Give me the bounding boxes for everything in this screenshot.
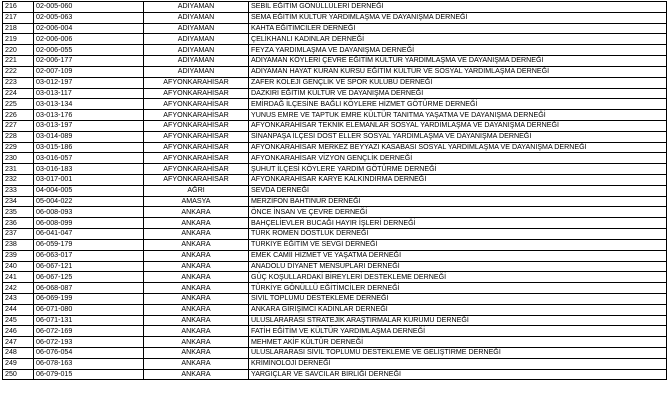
association-name-cell: AFYONKARAHİSAR VİZYON GENÇLİK DERNEĞİ xyxy=(249,153,667,164)
table-row xyxy=(3,66,667,77)
registry-code-cell: 06-067-125 xyxy=(34,272,144,283)
registry-code-cell: 06-059-179 xyxy=(34,239,144,250)
registry-code-cell: 03-013-176 xyxy=(34,110,144,121)
province-cell: ANKARA xyxy=(144,326,249,337)
province-cell: ANKARA xyxy=(144,261,249,272)
province-cell: ANKARA xyxy=(144,369,249,380)
province-cell: ANKARA xyxy=(144,207,249,218)
registry-code-cell: 02-005-060 xyxy=(34,2,144,13)
table-row xyxy=(3,77,667,88)
table-row xyxy=(3,153,667,164)
province-cell: AFYONKARAHİSAR xyxy=(144,175,249,186)
table-row xyxy=(3,326,667,337)
registry-code-cell: 06-072-193 xyxy=(34,337,144,348)
association-name-cell: FEYZA YARDIMLAŞMA VE DAYANIŞMA DERNEĞİ xyxy=(249,45,667,56)
province-cell: AFYONKARAHİSAR xyxy=(144,142,249,153)
association-name-cell: ANADOLU DİYANET MENSUPLARI DERNEĞİ xyxy=(249,261,667,272)
association-name-cell: SEVDA DERNEĞİ xyxy=(249,185,667,196)
registry-code-cell: 03-013-117 xyxy=(34,88,144,99)
row-number-cell: 218 xyxy=(3,23,34,34)
registry-code-cell: 03-015-186 xyxy=(34,142,144,153)
row-number-cell: 241 xyxy=(3,272,34,283)
table-row xyxy=(3,315,667,326)
table-row xyxy=(3,142,667,153)
province-cell: ADIYAMAN xyxy=(144,34,249,45)
registry-code-cell: 04-004-005 xyxy=(34,185,144,196)
table-row xyxy=(3,196,667,207)
registry-code-cell: 06-008-093 xyxy=(34,207,144,218)
table-row xyxy=(3,304,667,315)
province-cell: ANKARA xyxy=(144,283,249,294)
registry-code-cell: 03-016-057 xyxy=(34,153,144,164)
registry-code-cell: 03-013-134 xyxy=(34,99,144,110)
province-cell: AFYONKARAHİSAR xyxy=(144,164,249,175)
province-cell: ANKARA xyxy=(144,229,249,240)
association-name-cell: TÜRK ROMEN DOSTLUK DERNEĞİ xyxy=(249,229,667,240)
registry-code-cell: 06-071-080 xyxy=(34,304,144,315)
table-row xyxy=(3,164,667,175)
table-row xyxy=(3,283,667,294)
association-name-cell: MERZİFON BAHTINUR DERNEĞİ xyxy=(249,196,667,207)
association-name-cell: MEHMET AKİF KÜLTÜR DERNEĞİ xyxy=(249,337,667,348)
row-number-cell: 236 xyxy=(3,218,34,229)
registry-code-cell: 06-078-163 xyxy=(34,358,144,369)
registry-code-cell: 03-016-183 xyxy=(34,164,144,175)
table-row xyxy=(3,23,667,34)
table-row xyxy=(3,293,667,304)
table-row xyxy=(3,185,667,196)
row-number-cell: 224 xyxy=(3,88,34,99)
association-name-cell: GÜÇ KOŞULLARDAKİ BİREYLERİ DESTEKLEME DERNEĞİ xyxy=(249,272,667,283)
association-name-cell: DAZKIRI EĞİTİM KÜLTÜR VE DAYANIŞMA DERNEĞİ xyxy=(249,88,667,99)
table-row xyxy=(3,110,667,121)
association-name-cell: YARGIÇLAR VE SAVCILAR BİRLİĞİ DERNEĞİ xyxy=(249,369,667,380)
table-row xyxy=(3,34,667,45)
row-number-cell: 246 xyxy=(3,326,34,337)
association-name-cell: SEMA EĞİTİM KÜLTÜR YARDIMLAŞMA VE DAYANIŞMA DERNEĞİ xyxy=(249,12,667,23)
province-cell: ANKARA xyxy=(144,315,249,326)
table-row xyxy=(3,218,667,229)
row-number-cell: 250 xyxy=(3,369,34,380)
row-number-cell: 238 xyxy=(3,239,34,250)
province-cell: ADIYAMAN xyxy=(144,66,249,77)
table-row xyxy=(3,348,667,359)
row-number-cell: 248 xyxy=(3,348,34,359)
table-row xyxy=(3,337,667,348)
registry-code-cell: 02-007-109 xyxy=(34,66,144,77)
row-number-cell: 233 xyxy=(3,185,34,196)
province-cell: AFYONKARAHİSAR xyxy=(144,88,249,99)
association-name-cell: KRİMİNOLOJİ DERNEĞİ xyxy=(249,358,667,369)
association-name-cell: ÇELİKHANLI KADINLAR DERNEĞİ xyxy=(249,34,667,45)
registry-code-cell: 02-006-055 xyxy=(34,45,144,56)
registry-code-cell: 06-063-017 xyxy=(34,250,144,261)
province-cell: ADIYAMAN xyxy=(144,56,249,67)
row-number-cell: 235 xyxy=(3,207,34,218)
province-cell: ANKARA xyxy=(144,358,249,369)
table-row xyxy=(3,369,667,380)
table-row xyxy=(3,2,667,13)
association-name-cell: ZAFER KOLEJİ GENÇLİK VE SPOR KULÜBÜ DERNEĞİ xyxy=(249,77,667,88)
province-cell: AFYONKARAHİSAR xyxy=(144,110,249,121)
row-number-cell: 217 xyxy=(3,12,34,23)
row-number-cell: 223 xyxy=(3,77,34,88)
registry-code-cell: 03-013-197 xyxy=(34,120,144,131)
association-name-cell: AFYONKARAHİSAR KARYE KALKINDIRMA DERNEĞİ xyxy=(249,175,667,186)
province-cell: ADIYAMAN xyxy=(144,2,249,13)
row-number-cell: 229 xyxy=(3,142,34,153)
province-cell: ANKARA xyxy=(144,304,249,315)
row-number-cell: 245 xyxy=(3,315,34,326)
province-cell: AMASYA xyxy=(144,196,249,207)
row-number-cell: 221 xyxy=(3,56,34,67)
table-row xyxy=(3,45,667,56)
registry-code-cell: 06-067-121 xyxy=(34,261,144,272)
province-cell: ANKARA xyxy=(144,348,249,359)
province-cell: AFYONKARAHİSAR xyxy=(144,131,249,142)
association-name-cell: ADIYAMAN HAYAT KURAN KURSU EĞİTİM KÜLTÜR VE SOSYAL YARDIMLAŞMA DERNEĞİ xyxy=(249,66,667,77)
association-name-cell: ULUSLARARASI STRATEJİK ARAŞTIRMALAR KURUMU DERNEĞİ xyxy=(249,315,667,326)
association-name-cell: SEBİL EĞİTİM GÖNÜLLÜLERİ DERNEĞİ xyxy=(249,2,667,13)
province-cell: ADIYAMAN xyxy=(144,12,249,23)
row-number-cell: 230 xyxy=(3,153,34,164)
table-row xyxy=(3,131,667,142)
province-cell: ANKARA xyxy=(144,272,249,283)
table-row xyxy=(3,99,667,110)
association-name-cell: FATİH EĞİTİM VE KÜLTÜR YARDIMLAŞMA DERNEĞİ xyxy=(249,326,667,337)
table-row xyxy=(3,229,667,240)
province-cell: ANKARA xyxy=(144,337,249,348)
registry-code-cell: 06-068-087 xyxy=(34,283,144,294)
province-cell: AFYONKARAHİSAR xyxy=(144,77,249,88)
association-name-cell: SİVİL TOPLUMU DESTEKLEME DERNEĞİ xyxy=(249,293,667,304)
row-number-cell: 216 xyxy=(3,2,34,13)
association-name-cell: YUNUS EMRE VE TAPTUK EMRE KÜLTÜR TANITMA YAŞATMA VE DAYANIŞMA DERNEĞİ xyxy=(249,110,667,121)
row-number-cell: 234 xyxy=(3,196,34,207)
association-name-cell: ŞUHUT İLÇESİ KÖYLERE YARDIM GÖTÜRME DERNEĞİ xyxy=(249,164,667,175)
table-row xyxy=(3,207,667,218)
registry-code-cell: 02-006-004 xyxy=(34,23,144,34)
province-cell: AFYONKARAHİSAR xyxy=(144,153,249,164)
registry-code-cell: 03-017-001 xyxy=(34,175,144,186)
registry-code-cell: 03-014-089 xyxy=(34,131,144,142)
association-name-cell: BAHÇELİEVLER BUCAĞI HAYIR İŞLERİ DERNEĞİ xyxy=(249,218,667,229)
row-number-cell: 240 xyxy=(3,261,34,272)
registry-code-cell: 06-076-054 xyxy=(34,348,144,359)
registry-code-cell: 06-072-169 xyxy=(34,326,144,337)
province-cell: AFYONKARAHİSAR xyxy=(144,99,249,110)
registry-code-cell: 06-069-199 xyxy=(34,293,144,304)
registry-code-cell: 06-041-047 xyxy=(34,229,144,240)
row-number-cell: 220 xyxy=(3,45,34,56)
row-number-cell: 219 xyxy=(3,34,34,45)
table-row xyxy=(3,88,667,99)
row-number-cell: 222 xyxy=(3,66,34,77)
table-row xyxy=(3,12,667,23)
association-name-cell: ÖNCE İNSAN VE ÇEVRE DERNEĞİ xyxy=(249,207,667,218)
province-cell: AFYONKARAHİSAR xyxy=(144,120,249,131)
association-name-cell: EMİRDAĞ İLÇESİNE BAĞLI KÖYLERE HİZMET GÖTÜRME DERNEĞİ xyxy=(249,99,667,110)
registry-code-cell: 02-005-063 xyxy=(34,12,144,23)
table-row xyxy=(3,261,667,272)
row-number-cell: 228 xyxy=(3,131,34,142)
province-cell: ADIYAMAN xyxy=(144,23,249,34)
province-cell: ADIYAMAN xyxy=(144,45,249,56)
table-row xyxy=(3,358,667,369)
row-number-cell: 237 xyxy=(3,229,34,240)
registry-code-cell: 06-071-131 xyxy=(34,315,144,326)
row-number-cell: 247 xyxy=(3,337,34,348)
association-table xyxy=(2,1,667,380)
table-row xyxy=(3,120,667,131)
table-row xyxy=(3,272,667,283)
province-cell: AĞRI xyxy=(144,185,249,196)
province-cell: ANKARA xyxy=(144,218,249,229)
table-row xyxy=(3,56,667,67)
registry-code-cell: 06-079-015 xyxy=(34,369,144,380)
table-row xyxy=(3,239,667,250)
association-name-cell: TÜRKİYE EĞİTİM VE SEVGİ DERNEĞİ xyxy=(249,239,667,250)
province-cell: ANKARA xyxy=(144,239,249,250)
registry-code-cell: 02-006-006 xyxy=(34,34,144,45)
association-name-cell: ULUSLARARASI SİVİL TOPLUMU DESTEKLEME VE GELİŞTİRME DERNEĞİ xyxy=(249,348,667,359)
row-number-cell: 242 xyxy=(3,283,34,294)
row-number-cell: 225 xyxy=(3,99,34,110)
association-name-cell: SİNANPAŞA İLÇESİ DOST ELLER SOSYAL YARDIMLAŞMA VE DAYANIŞMA DERNEĞİ xyxy=(249,131,667,142)
association-name-cell: AFYONKARAHİSAR TEKNİK ELEMANLAR SOSYAL YARDIMLAŞMA VE DAYANIŞMA DERNEĞİ xyxy=(249,120,667,131)
registry-code-cell: 06-008-099 xyxy=(34,218,144,229)
association-name-cell: ANKARA GİRİŞİMCİ KADINLAR DERNEĞİ xyxy=(249,304,667,315)
association-name-cell: ADIYAMAN KÖYLERİ ÇEVRE EĞİTİM KÜLTÜR YARDIMLAŞMA VE DAYANIŞMA DERNEĞİ xyxy=(249,56,667,67)
association-table-body xyxy=(3,2,667,380)
row-number-cell: 243 xyxy=(3,293,34,304)
registry-code-cell: 03-012-197 xyxy=(34,77,144,88)
row-number-cell: 231 xyxy=(3,164,34,175)
association-list-sheet xyxy=(2,1,666,380)
row-number-cell: 249 xyxy=(3,358,34,369)
table-row xyxy=(3,250,667,261)
row-number-cell: 239 xyxy=(3,250,34,261)
row-number-cell: 232 xyxy=(3,175,34,186)
province-cell: ANKARA xyxy=(144,293,249,304)
association-name-cell: TÜRKİYE GÖNÜLLÜ EĞİTİMCİLER DERNEĞİ xyxy=(249,283,667,294)
registry-code-cell: 02-006-177 xyxy=(34,56,144,67)
province-cell: ANKARA xyxy=(144,250,249,261)
row-number-cell: 227 xyxy=(3,120,34,131)
association-name-cell: AFYONKARAHİSAR MERKEZ BEYYAZI KASABASI SOSYAL YARDIMLAŞMA VE DAYANIŞMA DERNEĞİ xyxy=(249,142,667,153)
row-number-cell: 244 xyxy=(3,304,34,315)
row-number-cell: 226 xyxy=(3,110,34,121)
registry-code-cell: 05-004-022 xyxy=(34,196,144,207)
table-row xyxy=(3,175,667,186)
association-name-cell: EMEK CAMİİ HİZMET VE YAŞATMA DERNEĞİ xyxy=(249,250,667,261)
association-name-cell: KAHTA EĞİTİMCİLER DERNEĞİ xyxy=(249,23,667,34)
